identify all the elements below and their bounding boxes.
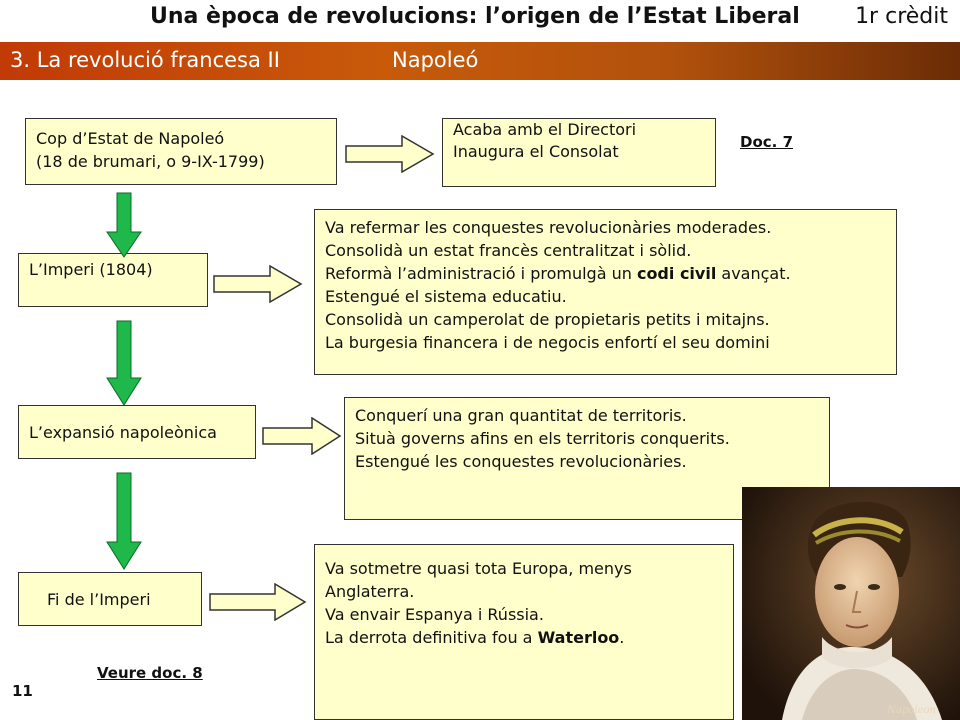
detail-expansion-line-3: Estengué les conquestes revolucionàries. bbox=[355, 452, 687, 471]
step-box-expansion bbox=[18, 405, 256, 459]
right-arrow-icon bbox=[262, 417, 342, 455]
down-arrow-icon bbox=[106, 472, 142, 570]
step-box-empire bbox=[18, 253, 208, 307]
down-arrow-icon bbox=[106, 320, 142, 406]
step-expansion-label: L’expansió napoleònica bbox=[29, 422, 217, 442]
detail-consolat-line-1: Acaba amb el Directori bbox=[453, 120, 637, 139]
detail-consolat-line-2: Inaugura el Consolat bbox=[453, 142, 619, 161]
codi-civil-highlight: codi civil bbox=[636, 264, 717, 283]
detail-empire-line-5: Consolidà un camperolat de propietaris petits i mitajns. bbox=[325, 310, 770, 329]
detail-expansion-line-2: Situà governs afins en els territoris conquerits. bbox=[355, 429, 730, 448]
detail-end-line-3: Va envair Espanya i Rússia. bbox=[325, 605, 544, 624]
detail-expansion-line-1: Conquerí una gran quantitat de territoris. bbox=[355, 406, 687, 425]
step-empire-label: L’Imperi (1804) bbox=[29, 260, 153, 279]
detail-end-line-1: Va sotmetre quasi tota Europa, menys bbox=[325, 559, 632, 578]
detail-empire-line-6: La burgesia financera i de negocis enfortí el seu domini bbox=[325, 333, 770, 352]
section-title: 3. La revolució francesa II bbox=[10, 48, 280, 72]
detail-empire-line-4: Estengué el sistema educatiu. bbox=[325, 287, 567, 306]
detail-box-end bbox=[314, 544, 734, 720]
detail-box-empire bbox=[314, 209, 897, 375]
right-arrow-icon bbox=[209, 583, 307, 621]
detail-empire-line-2: Consolidà un estat francès centralitzat i sòlid. bbox=[325, 241, 692, 260]
credit-label: 1r crèdit bbox=[855, 4, 948, 29]
portrait-signature: Napoleon bbox=[887, 705, 936, 716]
slide-title: Una època de revolucions: l’origen de l’Estat Liberal bbox=[150, 4, 800, 29]
detail-empire-line-3: Reformà l’administració i promulgà un codi civil avançat. bbox=[325, 264, 791, 283]
doc-8-link[interactable]: Veure doc. 8 bbox=[97, 664, 203, 682]
step-coup-line-1: Cop d’Estat de Napoleó bbox=[36, 129, 225, 148]
step-end-label: Fi de l’Imperi bbox=[47, 589, 151, 609]
section-topic: Napoleó bbox=[392, 48, 479, 72]
doc-7-link[interactable]: Doc. 7 bbox=[740, 133, 794, 151]
step-box-end bbox=[18, 572, 202, 626]
step-coup-line-2: (18 de brumari, o 9-IX-1799) bbox=[36, 152, 265, 171]
step-box-coup bbox=[25, 118, 337, 185]
waterloo-highlight: Waterloo bbox=[537, 628, 620, 647]
right-arrow-icon bbox=[345, 135, 435, 173]
detail-end-line-4: La derrota definitiva fou a Waterloo. bbox=[325, 628, 625, 647]
detail-box-consolat bbox=[442, 118, 716, 187]
detail-empire-line-1: Va refermar les conquestes revolucionàries moderades. bbox=[325, 218, 772, 237]
section-banner bbox=[0, 42, 960, 80]
down-arrow-icon bbox=[106, 192, 142, 258]
right-arrow-icon bbox=[213, 265, 303, 303]
napoleon-portrait bbox=[742, 487, 960, 720]
detail-end-line-2: Anglaterra. bbox=[325, 582, 415, 601]
page-number: 11 bbox=[12, 682, 33, 700]
